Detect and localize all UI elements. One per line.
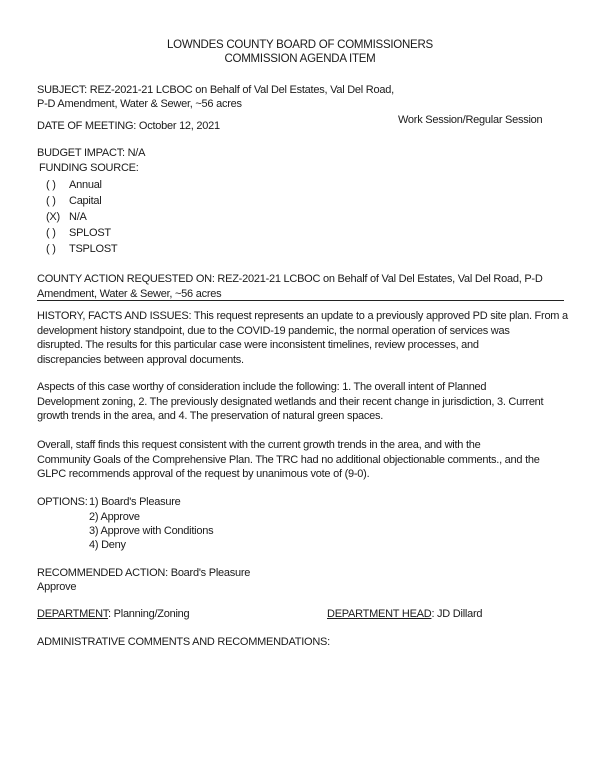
recommended-action: Approve <box>37 581 77 593</box>
header-title: LOWNDES COUNTY BOARD OF COMMISSIONERS <box>167 39 433 51</box>
funding-mark: ( ) <box>46 243 56 255</box>
subject-line: SUBJECT: REZ-2021-21 LCBOC on Behalf of Val Del Estates, Val Del Road, <box>37 84 394 96</box>
funding-source-label: FUNDING SOURCE: <box>39 162 139 174</box>
funding-mark: ( ) <box>46 227 56 239</box>
department-head-value: : JD Dillard <box>431 608 483 620</box>
funding-label: TSPLOST <box>69 243 118 255</box>
aspects-text: Development zoning, 2. The previously designated wetlands and their recent change in jurisdiction, 3. Current <box>37 396 544 408</box>
budget-impact: BUDGET IMPACT: N/A <box>37 147 146 159</box>
county-action: COUNTY ACTION REQUESTED ON: REZ-2021-21 LCBOC on Behalf of Val Del Estates, Val Del Road, P-D <box>37 273 543 285</box>
overall-text: Overall, staff finds this request consistent with the current growth trends in the area, and with the <box>37 439 481 451</box>
funding-label: N/A <box>69 211 87 223</box>
meeting-date: DATE OF MEETING: October 12, 2021 <box>37 120 220 132</box>
option-item: 3) Approve with Conditions <box>89 525 214 537</box>
option-item: 2) Approve <box>89 511 140 523</box>
recommended-action: RECOMMENDED ACTION: Board's Pleasure <box>37 567 251 579</box>
department-value: : Planning/Zoning <box>108 608 190 620</box>
admin-comments-heading: ADMINISTRATIVE COMMENTS AND RECOMMENDATIONS: <box>37 636 330 648</box>
header-subtitle: COMMISSION AGENDA ITEM <box>224 53 376 65</box>
aspects-text: growth trends in the area, and 4. The preservation of natural green spaces. <box>37 410 384 422</box>
county-action: Amendment, Water & Sewer, ~56 acres <box>37 288 222 300</box>
history-text: development history standpoint, due to the COVID-19 pandemic, the normal operation of services was <box>37 325 510 337</box>
funding-mark: (X) <box>46 211 60 223</box>
option-item: 4) Deny <box>89 539 126 551</box>
aspects-text: Aspects of this case worthy of consideration include the following: 1. The overall intent of Planned <box>37 381 487 393</box>
department-label: DEPARTMENT <box>37 608 109 620</box>
funding-label: SPLOST <box>69 227 111 239</box>
overall-text: Community Goals of the Comprehensive Plan. The TRC had no additional objectionable comments., and the <box>37 454 540 466</box>
funding-mark: ( ) <box>46 179 56 191</box>
history-text: HISTORY, FACTS AND ISSUES: This request represents an update to a previously approved PD site plan. From a <box>37 310 568 322</box>
department <box>37 607 189 621</box>
option-item: 1) Board's Pleasure <box>89 496 181 508</box>
funding-mark: ( ) <box>46 195 56 207</box>
subject-line: P-D Amendment, Water & Sewer, ~56 acres <box>37 98 242 110</box>
department-head <box>327 607 482 621</box>
overall-text: GLPC recommends approval of the request by unanimous vote of (9-0). <box>37 468 370 480</box>
funding-label: Capital <box>69 195 102 207</box>
funding-label: Annual <box>69 179 102 191</box>
history-text: discrepancies between approval documents. <box>37 354 244 366</box>
divider <box>37 300 564 301</box>
history-text: disrupted. The results for this particular case were inconsistent timelines, review processes, and <box>37 339 479 351</box>
department-head-label: DEPARTMENT HEAD <box>327 608 432 620</box>
options-label: OPTIONS: <box>37 496 88 508</box>
meeting-session: Work Session/Regular Session <box>398 114 543 126</box>
